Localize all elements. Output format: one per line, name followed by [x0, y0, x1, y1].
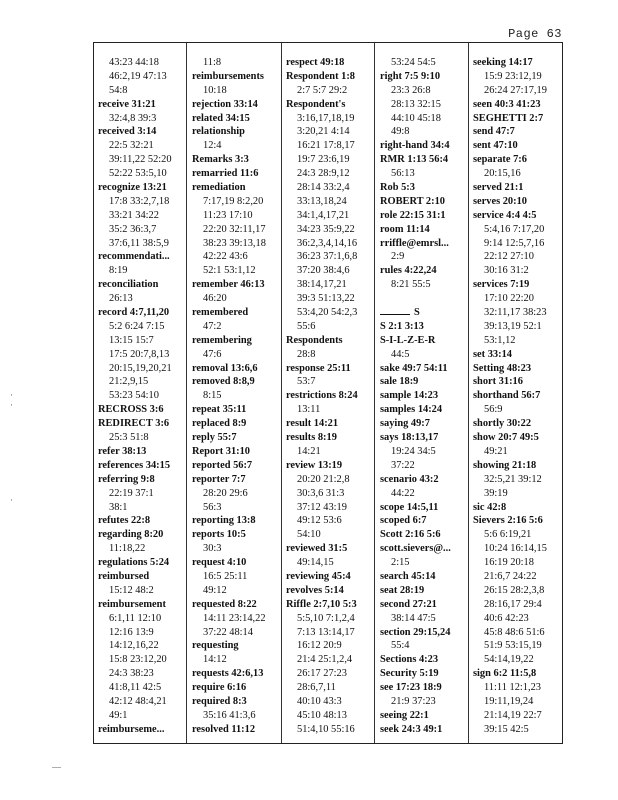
index-term: restrictions 8:24 — [286, 390, 358, 402]
scan-mark: — — [52, 762, 61, 772]
index-reference: 30:16 31:2 — [484, 265, 529, 277]
index-reference: 49:12 53:6 — [297, 515, 342, 527]
index-term: seat 28:19 — [380, 584, 425, 596]
index-reference: 40:10 43:3 — [297, 695, 342, 707]
index-term: refutes 22:8 — [98, 515, 151, 527]
index-reference: 49:1 — [109, 709, 128, 721]
index-reference: 20:20 21:2,8 — [297, 473, 350, 485]
index-reference: 16:5 25:11 — [203, 570, 248, 582]
index-term: refer 38:13 — [98, 445, 147, 457]
index-term: replaced 8:9 — [192, 418, 247, 430]
index-reference: 22:19 37:1 — [109, 487, 154, 499]
index-reference: 47:2 — [203, 320, 222, 332]
index-term: reimbursed — [98, 570, 150, 582]
index-term: referring 9:8 — [98, 473, 155, 485]
index-reference: 47:6 — [203, 348, 222, 360]
index-reference: 28:6,7,11 — [297, 682, 336, 694]
index-term: received 3:14 — [98, 126, 157, 138]
index-reference: 21:9 37:23 — [391, 695, 436, 707]
index-term: resolved 11:12 — [192, 723, 256, 735]
index-term: remembered — [192, 307, 249, 319]
index-term: short 31:16 — [473, 376, 523, 388]
column-divider — [468, 43, 469, 743]
index-reference: 30:3,6 31:3 — [297, 487, 345, 499]
index-reference: 37:22 48:14 — [203, 626, 253, 638]
index-reference: 56:13 — [391, 168, 415, 180]
index-term: reviewed 31:5 — [286, 543, 348, 555]
index-term: show 20:7 49:5 — [473, 432, 539, 444]
index-reference: 3:20,21 4:14 — [297, 126, 350, 138]
index-reference: 39:19 — [484, 487, 508, 499]
index-term: services 7:19 — [473, 279, 530, 291]
index-reference: 14:11 23:14,22 — [203, 612, 266, 624]
index-term: showing 21:18 — [473, 459, 537, 471]
index-reference: 49:12 — [203, 584, 227, 596]
index-reference: 19:11,19,24 — [484, 695, 534, 707]
index-reference: 52:1 53:1,12 — [203, 265, 256, 277]
index-reference: 15:8 23:12,20 — [109, 654, 167, 666]
index-term: recommendati... — [98, 251, 170, 263]
index-term: sic 42:8 — [473, 501, 507, 513]
index-reference: 3:16,17,18,19 — [297, 112, 355, 124]
index-reference: 43:23 44:18 — [109, 57, 159, 68]
index-reference: 10:18 — [203, 84, 227, 96]
index-term: related 34:15 — [192, 112, 250, 124]
index-term: S-I-L-Z-E-R — [380, 334, 436, 346]
index-reference: 49:8 — [391, 126, 410, 138]
index-term: Sections 4:23 — [380, 654, 439, 666]
index-term: reports 10:5 — [192, 529, 246, 541]
index-reference: 45:10 48:13 — [297, 709, 347, 721]
index-reference: 52:22 53:5,10 — [109, 168, 167, 180]
index-reference: 53:4,20 54:2,3 — [297, 307, 358, 319]
index-term: Scott 2:16 5:6 — [380, 529, 441, 541]
index-term: reconciliation — [98, 279, 159, 291]
index-column-1 — [98, 56, 172, 737]
index-term: repeat 35:11 — [192, 404, 247, 416]
index-term: requested 8:22 — [192, 598, 257, 610]
column-divider — [281, 43, 282, 743]
index-reference: 8:15 — [203, 390, 222, 402]
index-term: remediation — [192, 182, 246, 194]
index-reference: 11:8 — [203, 57, 222, 68]
index-reference: 38:1 — [109, 501, 128, 513]
index-term: request 4:10 — [192, 557, 247, 569]
index-reference: 5:5,10 7:1,2,4 — [297, 612, 355, 624]
index-term: remembering — [192, 334, 252, 346]
index-reference: 2:7 5:7 29:2 — [297, 84, 348, 96]
index-term: reply 55:7 — [192, 432, 237, 444]
index-reference: 53:24 54:5 — [391, 57, 436, 68]
index-term: Remarks 3:3 — [192, 154, 249, 166]
column-divider — [186, 43, 187, 743]
index-term: seek 24:3 49:1 — [380, 723, 443, 735]
index-reference: 9:14 12:5,7,16 — [484, 237, 545, 249]
index-reference: 33:21 34:22 — [109, 209, 159, 221]
index-reference: 30:3 — [203, 543, 222, 555]
index-term: RECROSS 3:6 — [98, 404, 164, 416]
index-reference: 37:20 38:4,6 — [297, 265, 350, 277]
index-term: set 33:14 — [473, 348, 512, 360]
index-term: search 45:14 — [380, 570, 436, 582]
index-reference: 11:11 12:1,23 — [484, 682, 541, 694]
index-term: reimbursements — [192, 70, 264, 82]
index-term: rejection 33:14 — [192, 98, 258, 110]
index-reference: 41:8,11 42:5 — [109, 682, 162, 694]
index-reference: 26:13 — [109, 293, 133, 305]
index-term: reporter 7:7 — [192, 473, 246, 485]
index-reference: 53:23 54:10 — [109, 390, 159, 402]
index-reference: 36:23 37:1,6,8 — [297, 251, 358, 263]
index-reference: 55:6 — [297, 320, 316, 332]
index-reference: 44:5 — [391, 348, 410, 360]
scan-mark: · · — [10, 390, 13, 410]
index-term: Riffle 2:7,10 5:3 — [286, 598, 357, 610]
index-term: Security 5:19 — [380, 668, 439, 680]
index-term: revolves 5:14 — [286, 584, 344, 596]
index-term: reported 56:7 — [192, 459, 253, 471]
index-term: scoped 6:7 — [380, 515, 427, 527]
index-reference: 15:12 48:2 — [109, 584, 154, 596]
index-term: send 47:7 — [473, 126, 515, 138]
index-term: shortly 30:22 — [473, 418, 532, 430]
index-term: requests 42:6,13 — [192, 668, 264, 680]
index-reference: 26:15 28:2,3,8 — [484, 584, 545, 596]
index-reference: 33:13,18,24 — [297, 195, 347, 207]
index-reference: 39:3 51:13,22 — [297, 293, 355, 305]
index-reference: 17:10 22:20 — [484, 293, 534, 305]
index-term: Rob 5:3 — [380, 182, 415, 194]
index-reference: 13:11 — [297, 404, 321, 416]
index-reference: 21:4 25:1,2,4 — [297, 654, 353, 666]
index-term: review 13:19 — [286, 459, 343, 471]
index-reference: 5:4,16 7:17,20 — [484, 223, 545, 235]
index-reference: 22:12 27:10 — [484, 251, 534, 263]
index-term: relationship — [192, 126, 245, 138]
index-term: removed 8:8,9 — [192, 376, 255, 388]
index-reference: 14:12,16,22 — [109, 640, 159, 652]
index-reference: 8:19 — [109, 265, 128, 277]
index-column-4 — [380, 56, 451, 737]
index-reference: 13:15 15:7 — [109, 334, 154, 346]
index-reference: 15:9 23:12,19 — [484, 70, 542, 82]
index-column-3 — [286, 56, 358, 737]
index-term: scope 14:5,11 — [380, 501, 439, 513]
column-divider — [374, 43, 375, 743]
index-reference: 16:19 20:18 — [484, 557, 534, 569]
index-reference: 37:6,11 38:5,9 — [109, 237, 169, 249]
index-term: sale 18:9 — [380, 376, 419, 388]
index-term: reimburseme... — [98, 723, 165, 735]
index-term: seeking 14:17 — [473, 57, 533, 68]
index-reference: 28:20 29:6 — [203, 487, 248, 499]
index-reference: 38:23 39:13,18 — [203, 237, 266, 249]
index-reference: 46:2,19 47:13 — [109, 70, 167, 82]
letter-heading-text: S — [414, 307, 420, 319]
index-term: respect 49:18 — [286, 57, 345, 68]
index-reference: 37:12 43:19 — [297, 501, 347, 513]
index-term: response 25:11 — [286, 362, 351, 374]
index-reference: 19:24 34:5 — [391, 445, 436, 457]
scan-mark: · — [10, 495, 13, 505]
index-term: S 2:1 3:13 — [380, 320, 424, 332]
index-reference: 5:6 6:19,21 — [484, 529, 532, 541]
index-reference: 12:16 13:9 — [109, 626, 154, 638]
index-term: references 34:15 — [98, 459, 171, 471]
index-reference: 44:22 — [391, 487, 415, 499]
index-column-5 — [473, 56, 547, 737]
index-term: remarried 11:6 — [192, 168, 259, 180]
index-reference: 38:14,17,21 — [297, 279, 347, 291]
index-term: Setting 48:23 — [473, 362, 532, 374]
index-reference: 16:12 20:9 — [297, 640, 342, 652]
index-reference: 26:17 27:23 — [297, 668, 347, 680]
index-reference: 22:5 32:21 — [109, 140, 154, 152]
index-reference: 12:4 — [203, 140, 222, 152]
index-term: sent 47:10 — [473, 140, 518, 152]
index-term: result 14:21 — [286, 418, 339, 430]
index-column-2 — [192, 56, 266, 737]
index-reference: 39:13,19 52:1 — [484, 320, 542, 332]
index-reference: 11:23 17:10 — [203, 209, 253, 221]
index-term: service 4:4 4:5 — [473, 209, 537, 221]
index-reference: 2:9 — [391, 251, 405, 263]
index-term: reporting 13:8 — [192, 515, 256, 527]
index-term: Report 31:10 — [192, 445, 251, 457]
index-reference: 21:2,9,15 — [109, 376, 149, 388]
index-reference: 28:14 33:2,4 — [297, 182, 350, 194]
index-term: sample 14:23 — [380, 390, 439, 402]
index-reference: 54:10 — [297, 529, 321, 541]
index-term: record 4:7,11,20 — [98, 307, 170, 319]
index-term: seen 40:3 41:23 — [473, 98, 541, 110]
index-reference: 36:2,3,4,14,16 — [297, 237, 358, 249]
index-reference: 38:14 47:5 — [391, 612, 436, 624]
index-reference: 2:15 — [391, 557, 410, 569]
index-reference: 35:16 41:3,6 — [203, 709, 256, 721]
index-reference: 16:21 17:8,17 — [297, 140, 355, 152]
index-term: receive 31:21 — [98, 98, 156, 110]
index-reference: 19:7 23:6,19 — [297, 154, 350, 166]
index-term: role 22:15 31:1 — [380, 209, 446, 221]
index-reference: 21:6,7 24:22 — [484, 570, 537, 582]
index-term: regulations 5:24 — [98, 557, 170, 569]
index-reference: 28:16,17 29:4 — [484, 598, 542, 610]
index-term: sake 49:7 54:11 — [380, 362, 448, 374]
index-reference: 32:5,21 39:12 — [484, 473, 542, 485]
index-frame — [93, 42, 563, 744]
index-reference: 32:4,8 39:3 — [109, 112, 157, 124]
index-term: second 27:21 — [380, 598, 437, 610]
index-reference: 42:12 48:4,21 — [109, 695, 167, 707]
index-reference: 46:20 — [203, 293, 227, 305]
index-reference: 42:22 43:6 — [203, 251, 248, 263]
index-term: rriffle@emrsl... — [380, 237, 449, 249]
index-term: requesting — [192, 640, 239, 652]
index-reference: 54:14,19,22 — [484, 654, 534, 666]
index-reference: 53:1,12 — [484, 334, 516, 346]
index-reference: 20:15,16 — [484, 168, 521, 180]
index-reference: 14:12 — [203, 654, 227, 666]
index-term: scott.sievers@... — [380, 543, 451, 555]
index-reference: 22:20 32:11,17 — [203, 223, 266, 235]
index-reference: 49:14,15 — [297, 557, 334, 569]
index-reference: 51:4,10 55:16 — [297, 723, 355, 735]
index-reference: 14:21 — [297, 445, 321, 457]
spacer-line — [380, 292, 451, 306]
page-number: Page 63 — [508, 27, 562, 41]
index-reference: 28:8 — [297, 348, 316, 360]
index-reference: 34:1,4,17,21 — [297, 209, 350, 221]
index-reference: 39:15 42:5 — [484, 723, 529, 735]
index-reference: 53:7 — [297, 376, 316, 388]
index-term: remember 46:13 — [192, 279, 265, 291]
index-reference: 34:23 35:9,22 — [297, 223, 355, 235]
index-reference: 51:9 53:15,19 — [484, 640, 542, 652]
index-reference: 11:18,22 — [109, 543, 146, 555]
index-reference: 23:3 26:8 — [391, 84, 431, 96]
index-reference: 55:4 — [391, 640, 410, 652]
index-reference: 56:9 — [484, 404, 503, 416]
index-term: samples 14:24 — [380, 404, 443, 416]
index-term: right-hand 34:4 — [380, 140, 450, 152]
index-reference: 32:11,17 38:23 — [484, 307, 547, 319]
index-term: sign 6:2 11:5,8 — [473, 668, 537, 680]
index-term: shorthand 56:7 — [473, 390, 541, 402]
index-term: recognize 13:21 — [98, 182, 167, 194]
index-term: serves 20:10 — [473, 195, 527, 207]
index-term: served 21:1 — [473, 182, 524, 194]
index-term: require 6:16 — [192, 682, 247, 694]
index-reference: 44:10 45:18 — [391, 112, 441, 124]
index-reference: 45:8 48:6 51:6 — [484, 626, 545, 638]
index-term: says 18:13,17 — [380, 432, 439, 444]
index-term: reviewing 45:4 — [286, 570, 351, 582]
index-term: reimbursement — [98, 598, 166, 610]
index-reference: 8:21 55:5 — [391, 279, 431, 291]
index-reference: 39:11,22 52:20 — [109, 154, 172, 166]
index-term: removal 13:6,6 — [192, 362, 258, 374]
index-reference: 56:3 — [203, 501, 222, 513]
index-term: room 11:14 — [380, 223, 430, 235]
index-term: see 17:23 18:9 — [380, 682, 442, 694]
index-term: seeing 22:1 — [380, 709, 429, 721]
index-reference: 24:3 38:23 — [109, 668, 154, 680]
index-term: ROBERT 2:10 — [380, 195, 445, 207]
index-reference: 5:2 6:24 7:15 — [109, 320, 165, 332]
index-term: RMR 1:13 56:4 — [380, 154, 449, 166]
index-reference: 49:21 — [484, 445, 508, 457]
index-term: saying 49:7 — [380, 418, 430, 430]
index-term: SEGHETTI 2:7 — [473, 112, 544, 124]
index-reference: 17:8 33:2,7,18 — [109, 195, 170, 207]
index-term: rules 4:22,24 — [380, 265, 437, 277]
index-reference: 24:3 28:9,12 — [297, 168, 350, 180]
index-reference: 7:17,19 8:2,20 — [203, 195, 264, 207]
index-reference: 6:1,11 12:10 — [109, 612, 162, 624]
index-term: results 8:19 — [286, 432, 337, 444]
index-term: separate 7:6 — [473, 154, 527, 166]
index-term: Respondents — [286, 334, 343, 346]
heading-rule — [380, 306, 410, 315]
index-reference: 17:5 20:7,8,13 — [109, 348, 170, 360]
index-term: Sievers 2:16 5:6 — [473, 515, 543, 527]
index-reference: 10:24 16:14,15 — [484, 543, 547, 555]
index-term: Respondent 1:8 — [286, 70, 355, 82]
index-term: REDIRECT 3:6 — [98, 418, 170, 430]
index-term: section 29:15,24 — [380, 626, 451, 638]
index-reference: 54:8 — [109, 84, 128, 96]
index-reference: 20:15,19,20,21 — [109, 362, 172, 374]
index-term: right 7:5 9:10 — [380, 70, 441, 82]
index-term: regarding 8:20 — [98, 529, 164, 541]
letter-heading — [380, 306, 451, 320]
index-reference: 26:24 27:17,19 — [484, 84, 547, 96]
index-reference: 40:6 42:23 — [484, 612, 529, 624]
index-reference: 28:13 32:15 — [391, 98, 441, 110]
index-reference: 7:13 13:14,17 — [297, 626, 355, 638]
index-term: scenario 43:2 — [380, 473, 439, 485]
index-reference: 35:2 36:3,7 — [109, 223, 157, 235]
index-term: required 8:3 — [192, 695, 247, 707]
index-reference: 25:3 51:8 — [109, 432, 149, 444]
index-reference: 21:14,19 22:7 — [484, 709, 542, 721]
index-reference: 37:22 — [391, 459, 415, 471]
index-term: Respondent's — [286, 98, 346, 110]
